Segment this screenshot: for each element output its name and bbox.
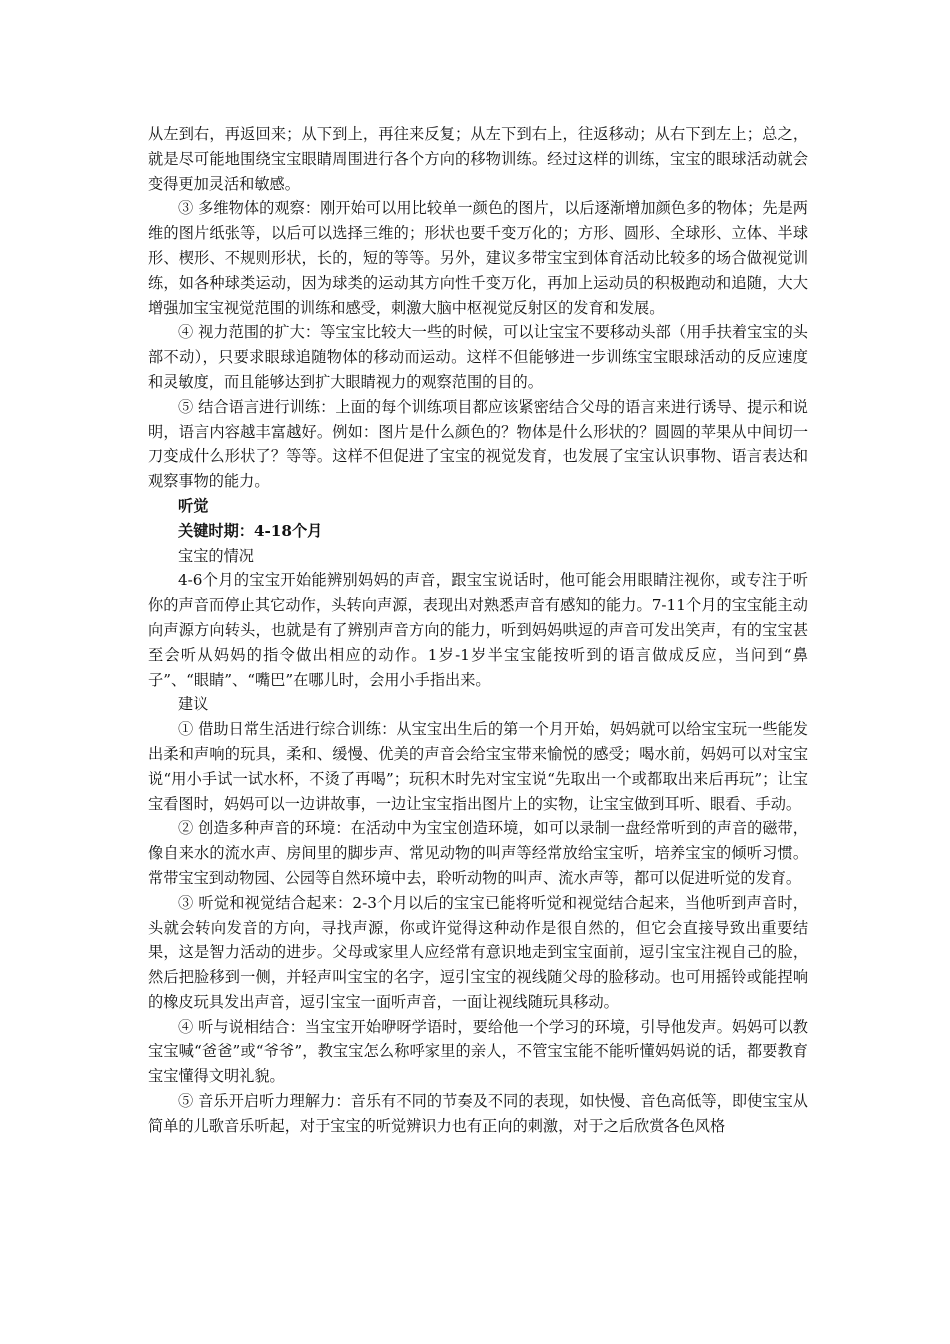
subheading-advice: 建议 — [178, 695, 209, 714]
paragraph-vision-range: ④ 视力范围的扩大：等宝宝比较大一些的时候，可以让宝宝不要移动头部（用手扶着宝宝的头部不动），只要求眼球追随物体的移动而运动。这样不但能够进一步训练宝宝眼球活动的反应速度和灵敏度，而且能够达到扩大眼睛视力的观察范围的目的。 — [148, 323, 808, 391]
critical-period-heading: 关键时期：4-18个月 — [178, 521, 323, 540]
paragraph-hearing-situation: 4-6个月的宝宝开始能辨别妈妈的声音，跟宝宝说话时，他可能会用眼睛注视你，或专注于听你的声音而停止其它动作，头转向声源，表现出对熟悉声音有感知的能力。7-11个月的宝宝能主动向声源方向转头，也就是有了辨别声音方向的能力，听到妈妈哄逗的声音可发出笑声，有的宝宝甚至会听从妈妈的指令做出相应的动作。1岁-1岁半宝宝能按听到的语言做成反应，当问到“鼻子”、“眼睛”、“嘴巴”在哪儿时，会用小手指出来。 — [148, 571, 808, 689]
paragraph-sound-environment: ② 创造多种声音的环境：在活动中为宝宝创造环境，如可以录制一盘经常听到的声音的磁带，像自来水的流水声、房间里的脚步声、常见动物的叫声等经常放给宝宝听，培养宝宝的倾听习惯。常带宝宝到动物园、公园等自然环境中去，聆听动物的叫声、流水声等，都可以促进听觉的发育。 — [148, 819, 808, 887]
paragraph-listening-speaking: ④ 听与说相结合：当宝宝开始咿呀学语时，要给他一个学习的环境，引导他发声。妈妈可以教宝宝喊“爸爸”或“爷爷”，教宝宝怎么称呼家里的亲人，不管宝宝能不能听懂妈妈说的话，都要教育宝宝懂得文明礼貌。 — [148, 1017, 808, 1086]
paragraph-hearing-vision-combined: ③ 听觉和视觉结合起来：2-3个月以后的宝宝已能将听觉和视觉结合起来，当他听到声音时，头就会转向发音的方向，寻找声源，你或许觉得这种动作是很自然的，但它会直接导致出重要结果，这是智力活动的进步。父母或家里人应经常有意识地走到宝宝面前，逗引宝宝注视自己的脸，然后把脸移到一侧，并轻声叫宝宝的名字，逗引宝宝的视线随父母的脸移动。也可用摇铃或能捏响的橡皮玩具发出声音，逗引宝宝一面听声音，一面让视线随玩具移动。 — [148, 893, 808, 1011]
paragraph-music-understanding: ⑤ 音乐开启听力理解力：音乐有不同的节奏及不同的表现，如快慢、音色高低等，即使宝宝从简单的儿歌音乐听起，对于宝宝的听觉辨识力也有正向的刺激，对于之后欣赏各色风格 — [148, 1092, 808, 1135]
paragraph-daily-life-training: ① 借助日常生活进行综合训练：从宝宝出生后的第一个月开始，妈妈就可以给宝宝玩一些能发出柔和声响的玩具，柔和、缓慢、优美的声音会给宝宝带来愉悦的感受；喝水前，妈妈可以对宝宝说“用小手试一试水杯，不烫了再喝”；玩积木时先对宝宝说“先取出一个或都取出来后再玩”；让宝宝看图时，妈妈可以一边讲故事，一边让宝宝指出图片上的实物，让宝宝做到耳听、眼看、手动。 — [148, 720, 808, 813]
subheading-baby-situation: 宝宝的情况 — [178, 546, 254, 565]
document-body — [148, 122, 808, 1139]
paragraph-multidimensional-observation: ③ 多维物体的观察：刚开始可以用比较单一颜色的图片，以后逐渐增加颜色多的物体；先是两维的图片纸张等，以后可以选择三维的；形状也要千变万化的；方形、圆形、全球形、立体、半球形、楔形、不规则形状，长的，短的等等。另外，建议多带宝宝到体育活动比较多的场合做视觉训练，如各种球类运动，因为球类的运动其方向性千变万化，再加上运动员的积极跑动和追随，大大增强加宝宝视觉范围的训练和感受，刺激大脑中枢视觉反射区的发育和发展。 — [148, 199, 808, 317]
paragraph-eye-movement-continued: 从左到右，再返回来；从下到上，再往来反复；从左下到右上，往返移动；从右下到左上；总之，就是尽可能地围绕宝宝眼睛周围进行各个方向的移物训练。经过这样的训练，宝宝的眼球活动就会变得更加灵活和敏感。 — [148, 125, 808, 193]
paragraph-language-training: ⑤ 结合语言进行训练：上面的每个训练项目都应该紧密结合父母的语言来进行诱导、提示和说明，语言内容越丰富越好。例如：图片是什么颜色的？物体是什么形状的？圆圆的苹果从中间切一刀变成什么形状了？等等。这样不但促进了宝宝的视觉发育，也发展了宝宝认识事物、语言表达和观察事物的能力。 — [148, 397, 808, 491]
section-heading-hearing: 听觉 — [178, 496, 209, 515]
